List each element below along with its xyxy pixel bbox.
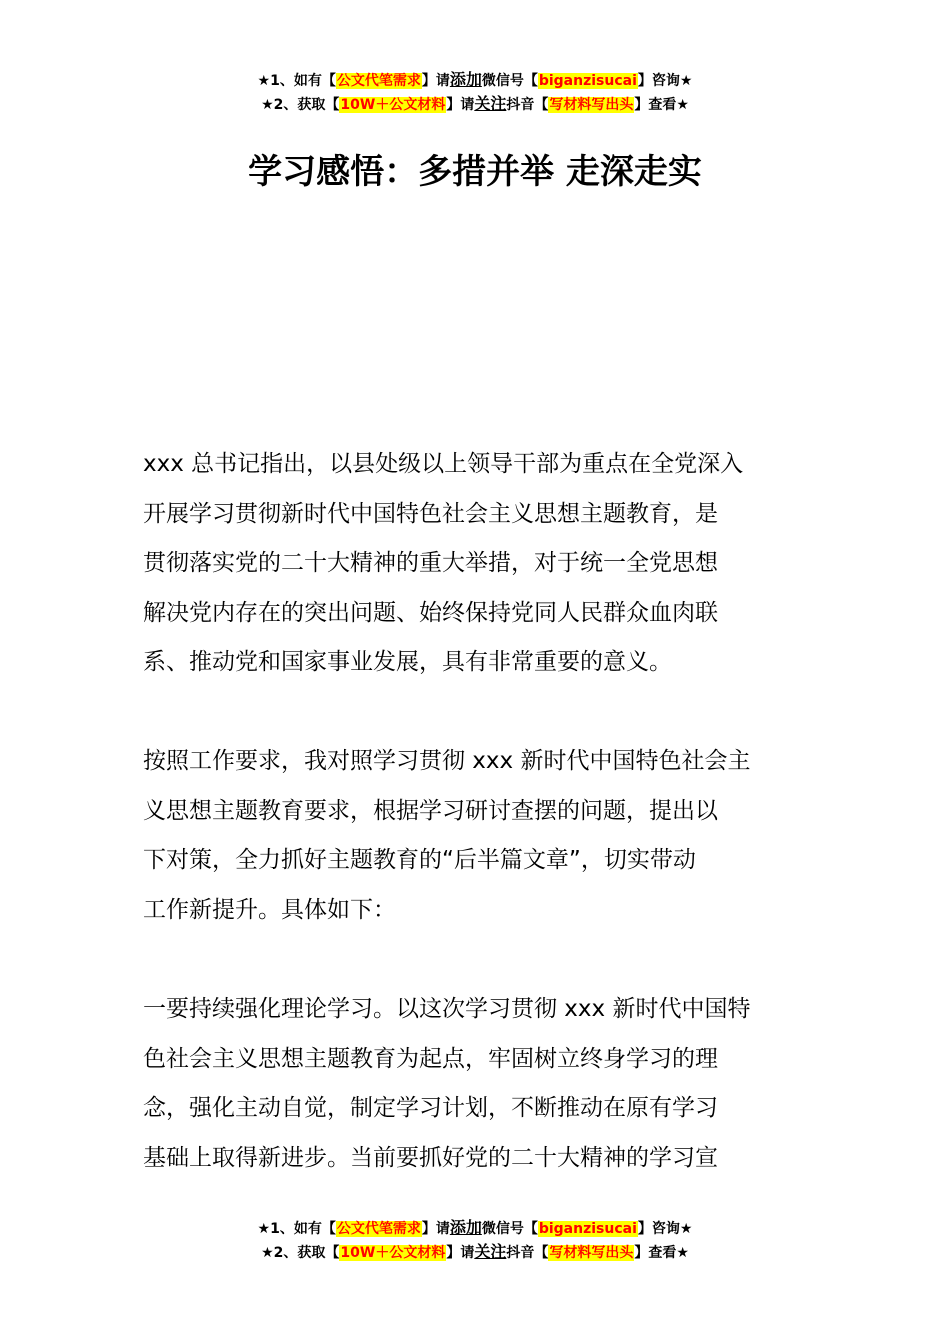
paragraph-line: 系、推动党和国家事业发展，具有非常重要的意义。	[143, 649, 672, 675]
promo-underline: 关注	[474, 94, 507, 113]
promo-highlight: 公文代笔需求	[336, 1221, 421, 1237]
promo-text: 】请	[421, 1221, 450, 1237]
paragraph-line: 下对策，全力抓好主题教育的“后半篇文章”，切实带动	[143, 847, 696, 873]
promo-text: 抖音【	[506, 1245, 549, 1261]
paragraph-1	[143, 440, 808, 688]
promo-highlight: biganzisucai	[538, 1221, 637, 1237]
promo-text: 】咨询★	[637, 1221, 693, 1237]
promo-text: ★2、获取【	[261, 97, 340, 113]
promo-highlight: 写材料写出头	[549, 97, 634, 113]
promo-text: 】请	[446, 97, 475, 113]
promo-line-1	[0, 1216, 950, 1240]
promo-highlight: 10W＋公文材料	[340, 1245, 446, 1261]
promo-banner-top	[0, 68, 950, 116]
paragraph-line: 工作新提升。具体如下：	[143, 896, 396, 923]
promo-highlight: 写材料写出头	[549, 1245, 634, 1261]
paragraph-line: 按照工作要求，我对照学习贯彻 xxx 新时代中国特色社会主	[143, 748, 751, 774]
promo-banner-bottom	[0, 1216, 950, 1264]
paragraph-3	[143, 985, 808, 1183]
promo-highlight: 公文代笔需求	[336, 73, 421, 89]
paragraph-line: 义思想主题教育要求，根据学习研讨查摆的问题，提出以	[143, 797, 718, 824]
paragraph-line: xxx 总书记指出，以县处级以上领导干部为重点在全党深入	[143, 451, 744, 477]
promo-text: ★2、获取【	[261, 1245, 340, 1261]
paragraph-line: 色社会主义思想主题教育为起点，牢固树立终身学习的理	[143, 1045, 718, 1072]
paragraph-line: 开展学习贯彻新时代中国特色社会主义思想主题教育，是	[143, 500, 718, 527]
promo-text: 】请	[421, 73, 450, 89]
promo-underline: 添加	[449, 70, 482, 89]
paragraph-line: 念，强化主动自觉，制定学习计划，不断推动在原有学习	[143, 1095, 718, 1121]
paragraph-line: 基础上取得新进步。当前要抓好党的二十大精神的学习宣	[143, 1144, 718, 1171]
promo-text: 】查看★	[634, 1245, 689, 1261]
promo-highlight: 10W＋公文材料	[340, 97, 446, 113]
document-title: 学习感悟：多措并举 走深走实	[248, 152, 702, 192]
promo-underline: 添加	[449, 1218, 482, 1237]
promo-text: 抖音【	[506, 97, 549, 113]
promo-text: 】查看★	[634, 97, 689, 113]
paragraph-line: 一要持续强化理论学习。以这次学习贯彻 xxx 新时代中国特	[143, 996, 751, 1022]
promo-underline: 关注	[474, 1242, 507, 1261]
promo-text: 】咨询★	[637, 73, 693, 89]
promo-text: 】请	[446, 1245, 475, 1261]
paragraph-line: 贯彻落实党的二十大精神的重大举措，对于统一全党思想	[143, 550, 718, 576]
paragraph-line: 解决党内存在的突出问题、始终保持党同人民群众血肉联	[143, 599, 718, 626]
promo-line-2	[0, 92, 950, 116]
promo-highlight: biganzisucai	[538, 73, 637, 89]
promo-text: 微信号【	[481, 1221, 538, 1237]
promo-text: 微信号【	[481, 73, 538, 89]
promo-line-2	[0, 1240, 950, 1264]
paragraph-2	[143, 737, 808, 935]
promo-line-1	[0, 68, 950, 92]
promo-text: ★1、如有【	[257, 1221, 336, 1237]
promo-text: ★1、如有【	[257, 73, 336, 89]
